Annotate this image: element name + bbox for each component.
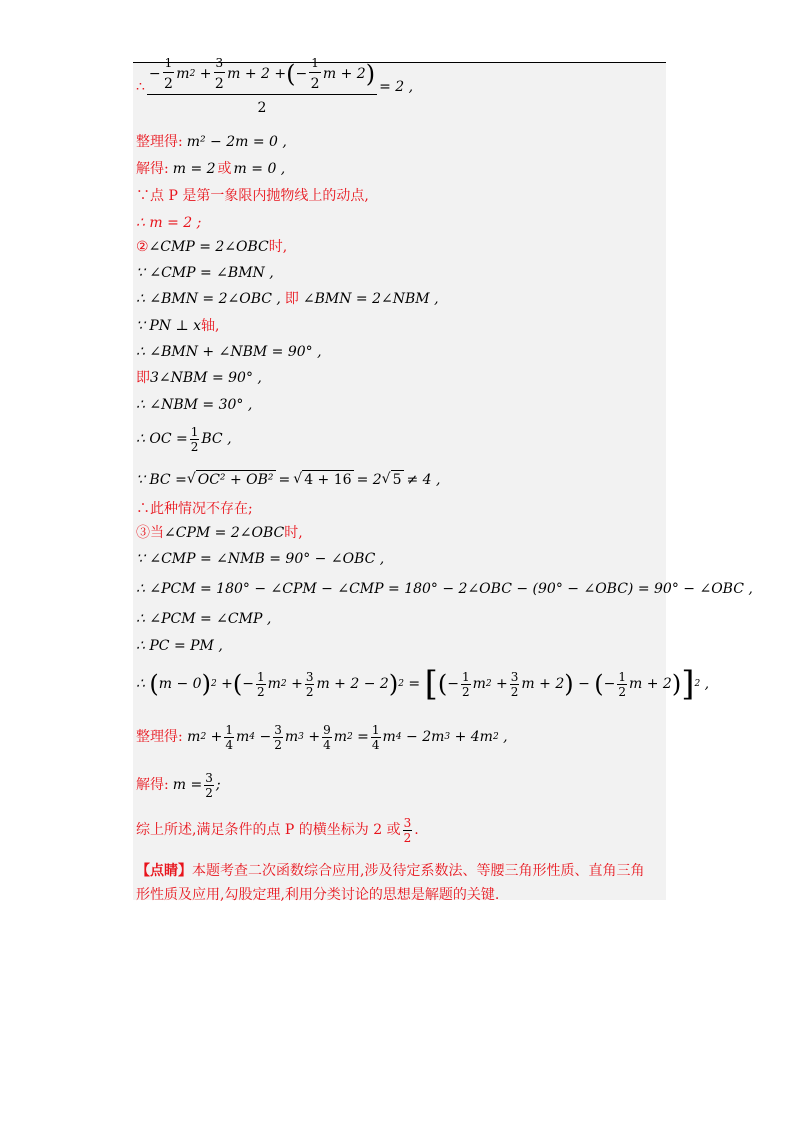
dianjing-tag: 【点睛】	[136, 863, 192, 879]
therefore-symbol: ∴	[136, 79, 145, 95]
line-6-eq: ∠CMP = 2∠OBC	[148, 239, 269, 255]
line-21-therefore: ∴	[136, 676, 150, 692]
line-3-or: 或	[217, 161, 232, 177]
line-14-pre: ∵ BC =	[136, 471, 187, 488]
dianjing-text-2: 形性质及应用,勾股定理,利用分类讨论的思想是解题的关键.	[136, 887, 500, 903]
line-15: ∴此种情况不存在;	[136, 501, 253, 517]
line-6	[136, 238, 287, 256]
sqrt-3: √ 5	[381, 471, 402, 488]
line-14: ∵ BC = √ OC² + OB² = √ 4 + 16 = 2 √ 5 ≠ 4 ,	[136, 471, 441, 488]
fraction-denominator: 2	[257, 100, 267, 116]
line-19: ∴ ∠PCM = ∠CMP ,	[136, 611, 272, 627]
line-1-result: = 2 ,	[379, 79, 414, 95]
sqrt-2: √ 4 + 16	[293, 471, 352, 488]
line-3-a: m = 2	[172, 161, 216, 177]
line-8-eq1: ∴ ∠BMN = 2∠OBC ,	[136, 291, 281, 307]
line-16-suffix: 时,	[284, 525, 303, 541]
sqrt-1: √ OC² + OB²	[186, 471, 274, 488]
fraction-numerator: − $\frac{1}{2}$ m 2 + $\frac{3}{2}$ m + 2 + ( − $\frac{1}{2}$ m + 2 )	[147, 57, 377, 95]
line-1-equation	[136, 56, 414, 116]
line-24: 综上所述,满足条件的点 P 的横坐标为 2 或 $\frac{3}{2}$ .	[136, 815, 419, 845]
line-8-mid: 即	[284, 291, 299, 307]
line-13-post: BC ,	[201, 431, 232, 447]
line-10: ∴ ∠BMN + ∠NBM = 90° ,	[136, 344, 322, 360]
one-half-fraction: $\frac{1}{2}$	[190, 424, 199, 454]
line-6-suffix: 时,	[268, 239, 288, 255]
line-13	[136, 424, 232, 454]
case-2-marker: ②	[136, 239, 149, 255]
line-3-b: m = 0 ,	[233, 161, 286, 177]
line-11-prefix: 即	[136, 370, 150, 386]
line-21-equation: ∴ ( m − 0 ) 2 + ( − $\frac{1}{2}$ m 2 + $\frac{3}{2}$ m + 2 − 2 ) 2 = [ ( − $\frac{1}{2}$ m 2 + $\frac{3}{2}$ m + 2 ) − ( − $\frac{1}{2}$ m + 2 ) ] 2 ,	[136, 664, 710, 704]
line-3-label: 解得:	[136, 161, 169, 177]
line-5-text: ∴ m = 2 ;	[136, 215, 202, 231]
line-12: ∴ ∠NBM = 30° ,	[136, 397, 253, 413]
line-9-eq: ∵ PN ⊥ x	[136, 318, 201, 334]
dianjing-text-1: 本题考查二次函数综合应用,涉及待定系数法、等腰三角形性质、直角三角	[192, 863, 645, 879]
line-11-eq: 3∠NBM = 90° ,	[150, 370, 262, 386]
line-7: ∵ ∠CMP = ∠BMN ,	[136, 265, 274, 281]
line-8	[136, 290, 439, 308]
line-9-suffix: 轴,	[201, 318, 220, 334]
line-25	[136, 862, 644, 880]
three-halves-fraction: $\frac{3}{2}$	[205, 770, 213, 800]
case-3-marker: ③当	[136, 525, 164, 541]
line-24-text: 综上所述,满足条件的点 P 的横坐标为 2 或	[136, 822, 401, 838]
line-3	[136, 160, 285, 178]
line-22-equation: 整理得: m 2 + $\frac{1}{4}$ m 4 − $\frac{3}{2}$ m 3 + $\frac{9}{4}$ m 2 = $\frac{1}{4}$ m 4 − 2m 3 + 4m 2 ,	[136, 722, 508, 752]
big-fraction	[147, 57, 377, 117]
line-2-label: 整理得:	[136, 134, 183, 150]
line-4: ∵点 P 是第一象限内抛物线上的动点,	[136, 188, 369, 204]
line-22-label: 整理得:	[136, 729, 183, 745]
line-16-eq: ∠CPM = 2∠OBC	[164, 525, 285, 541]
line-23-label: 解得:	[136, 777, 169, 793]
line-18: ∴ ∠PCM = 180° − ∠CPM − ∠CMP = 180° − 2∠OBC − (90° − ∠OBC) = 90° − ∠OBC ,	[136, 581, 753, 597]
line-8-eq2: ∠BMN = 2∠NBM ,	[302, 291, 439, 307]
line-16	[136, 524, 303, 542]
answer-fraction: $\frac{3}{2}$	[403, 815, 412, 845]
line-2	[136, 133, 287, 151]
line-20: ∴ PC = PM ,	[136, 638, 223, 654]
line-13-pre: ∴ OC =	[136, 431, 188, 447]
line-5	[136, 214, 201, 232]
line-2-eq: m² − 2m = 0 ,	[186, 134, 287, 150]
line-9	[136, 317, 219, 335]
line-23: 解得: m = $\frac{3}{2}$ ;	[136, 770, 221, 800]
line-11	[136, 369, 262, 387]
line-17: ∵ ∠CMP = ∠NMB = 90° − ∠OBC ,	[136, 551, 385, 567]
